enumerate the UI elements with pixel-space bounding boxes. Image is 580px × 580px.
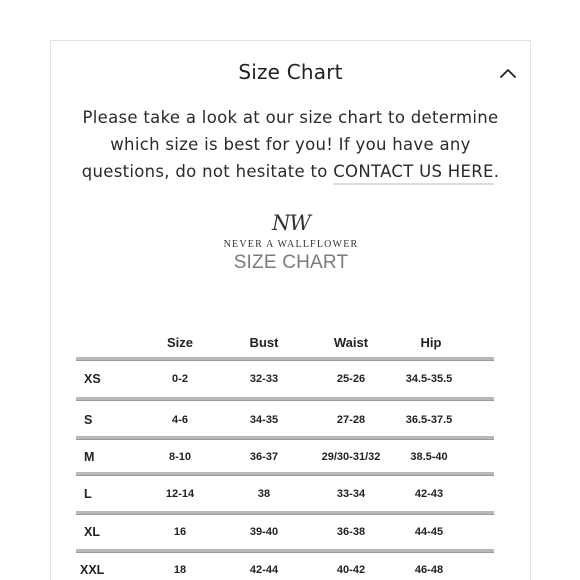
column-header-waist: Waist [333, 335, 369, 350]
row-label-xl: XL [84, 525, 100, 539]
table-cell-bust: 36-37 [249, 451, 279, 463]
table-cell-bust: 38 [257, 488, 271, 500]
chevron-up-icon [497, 64, 519, 82]
row-label-m: M [84, 450, 95, 464]
table-cell-hip: 46-48 [414, 564, 444, 576]
table-cell-waist: 27-28 [336, 414, 366, 426]
column-header-size: Size [166, 335, 194, 350]
table-cell-bust: 32-33 [249, 373, 279, 385]
panel-title: Size Chart [238, 60, 343, 84]
table-cell-waist: 33-34 [336, 488, 366, 500]
intro-text [69, 104, 512, 185]
size-chart-panel [50, 40, 531, 580]
brand-name: NEVER A WALLFLOWER [223, 239, 359, 250]
table-divider [76, 511, 494, 515]
table-cell-waist: 29/30-31/32 [321, 451, 381, 463]
table-cell-size: 0-2 [172, 373, 188, 385]
table-cell-bust: 42-44 [249, 564, 279, 576]
table-cell-size: 16 [173, 526, 187, 538]
table-divider [76, 357, 494, 361]
intro-body: Please take a look at our size chart to determine which size is best for you! If you have any questions, do not hesitate to [81, 108, 499, 181]
table-cell-waist: 25-26 [336, 373, 366, 385]
column-header-hip: Hip [420, 335, 442, 350]
table-cell-bust: 39-40 [249, 526, 279, 538]
row-label-s: S [84, 413, 93, 427]
chart-heading: SIZE CHART [233, 252, 349, 273]
row-label-xxl: XXL [80, 563, 105, 577]
table-cell-size: 18 [173, 564, 187, 576]
size-table [76, 209, 506, 580]
table-cell-hip: 42-43 [414, 488, 444, 500]
column-header-bust: Bust [249, 335, 279, 350]
table-cell-waist: 40-42 [336, 564, 366, 576]
table-cell-size: 8-10 [168, 451, 192, 463]
row-label-l: L [84, 487, 92, 501]
contact-us-link[interactable]: CONTACT US HERE [333, 162, 494, 185]
table-cell-hip: 44-45 [414, 526, 444, 538]
table-divider [76, 397, 494, 401]
table-cell-bust: 34-35 [249, 414, 279, 426]
row-label-xs: XS [84, 372, 101, 386]
table-divider [76, 549, 494, 553]
intro-end: . [493, 162, 500, 181]
table-cell-hip: 34.5-35.5 [405, 373, 453, 385]
size-chart-image [76, 209, 506, 580]
table-cell-waist: 36-38 [336, 526, 366, 538]
table-cell-hip: 38.5-40 [410, 451, 448, 463]
table-cell-size: 4-6 [172, 414, 188, 426]
table-cell-hip: 36.5-37.5 [405, 414, 453, 426]
table-cell-size: 12-14 [165, 488, 195, 500]
table-divider [76, 472, 494, 476]
collapse-button[interactable] [497, 64, 519, 82]
table-divider [76, 436, 494, 440]
brand-logo: NW [272, 211, 310, 235]
